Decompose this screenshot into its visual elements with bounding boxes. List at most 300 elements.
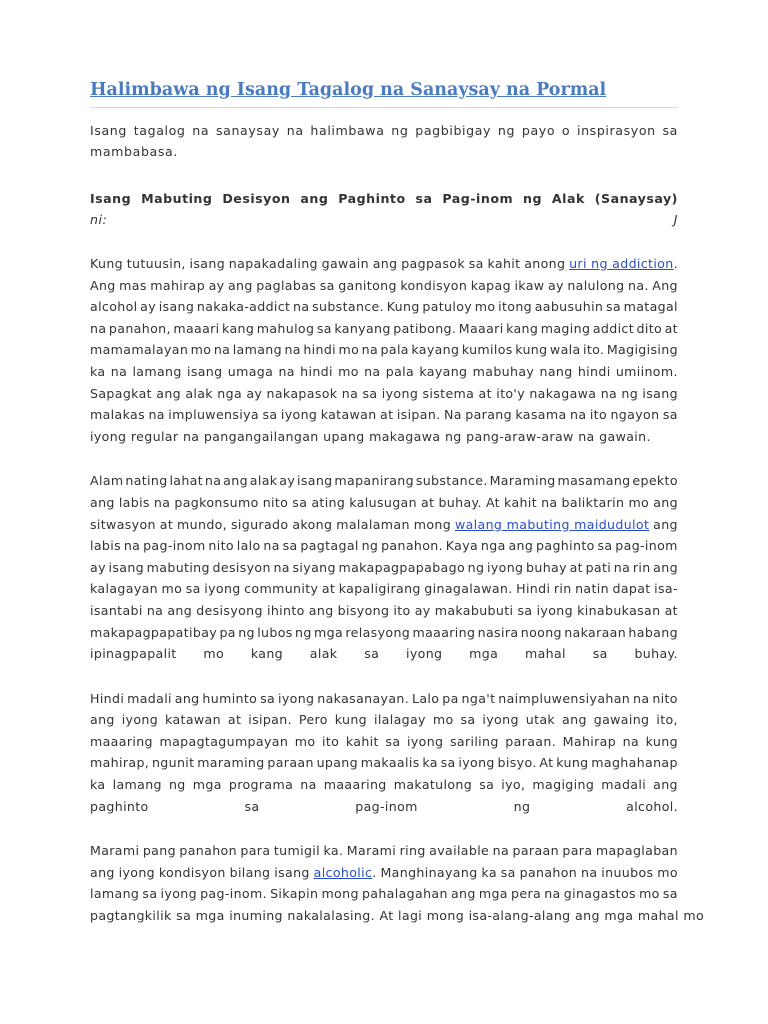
- word: na: [633, 690, 650, 706]
- word: nga: [217, 385, 243, 401]
- text-line: [90, 253, 678, 275]
- word: siyang: [292, 559, 336, 575]
- word: sa: [385, 733, 401, 749]
- text-line: [90, 709, 678, 731]
- word: na: [182, 428, 200, 444]
- essay-title-word: Pag-inom: [442, 191, 514, 206]
- word: ang: [90, 494, 115, 510]
- word: ng: [238, 624, 255, 640]
- word: kondisyon: [158, 864, 226, 880]
- word: pag-inom: [615, 538, 678, 554]
- word: na: [278, 363, 295, 379]
- word: sa: [176, 908, 192, 924]
- word: upang: [316, 755, 358, 771]
- word: isantabi: [90, 602, 143, 618]
- word: sitwasyon: [90, 516, 156, 532]
- word: programa: [228, 777, 294, 793]
- word: kung: [645, 733, 678, 749]
- word: mga: [192, 777, 222, 793]
- word: mapagtagumpayan: [159, 733, 289, 749]
- word: makapagpapatibay: [90, 624, 218, 640]
- word: ito,: [656, 712, 678, 728]
- word: lahat: [169, 473, 204, 489]
- intro-text: Isang tagalog na sanaysay na halimbawa ng pagbibigay ng payo o inspirasyon sa mambabasa.: [90, 123, 678, 159]
- word: iyong: [405, 646, 443, 662]
- word: ang: [653, 494, 678, 510]
- word: isipan.: [248, 712, 292, 728]
- word: mga: [604, 908, 634, 924]
- word: ay: [279, 473, 296, 489]
- word: ang: [653, 516, 678, 532]
- word: pag-inom.: [200, 886, 267, 902]
- text-line: [90, 492, 678, 514]
- word: kasama: [515, 407, 567, 423]
- essay-title-word: Isang: [90, 191, 132, 206]
- word[interactable]: [455, 514, 649, 536]
- word: mahal: [524, 646, 566, 662]
- word: panahon,: [108, 320, 171, 336]
- word: mamamalayan: [90, 342, 189, 358]
- word: na: [213, 342, 231, 358]
- byline: [90, 210, 678, 231]
- word: sa: [605, 299, 621, 315]
- word: mo: [432, 712, 454, 728]
- word: lamang: [90, 886, 140, 902]
- word: isa-alang-alang: [468, 908, 571, 924]
- text-line: [90, 862, 678, 884]
- word: na: [541, 494, 558, 510]
- word: mo: [338, 342, 360, 358]
- word: pati: [585, 559, 612, 575]
- word: ng: [295, 624, 312, 640]
- word: ang: [508, 538, 534, 554]
- word: mahirap: [150, 277, 206, 293]
- word: na: [622, 733, 640, 749]
- word: isang: [108, 559, 145, 575]
- word: Marami: [90, 843, 140, 859]
- byline-author: J: [673, 211, 678, 227]
- document-page: [90, 80, 705, 927]
- text-line: [90, 275, 678, 297]
- word: isang: [274, 864, 310, 880]
- word: at: [421, 494, 435, 510]
- word: ay: [140, 299, 157, 315]
- word: kapaligirang: [338, 581, 421, 597]
- word: sa: [662, 886, 678, 902]
- word: sa: [362, 385, 378, 401]
- word: ring: [399, 843, 426, 859]
- word: ay: [208, 277, 225, 293]
- text-line: [90, 557, 678, 579]
- word: regular: [130, 428, 179, 444]
- word: Kung: [386, 299, 420, 315]
- text-line: [90, 361, 678, 383]
- text-line: [90, 688, 678, 710]
- word: lamang: [132, 363, 182, 379]
- word: iyong: [121, 712, 159, 728]
- word: sa: [500, 864, 516, 880]
- word: paghinto: [536, 538, 595, 554]
- word: panahon: [519, 864, 578, 880]
- word: ngunit: [151, 755, 195, 771]
- word: mahal: [637, 908, 679, 924]
- word: makapagpapabago: [338, 559, 466, 575]
- word: kanyang: [334, 320, 391, 336]
- word: na: [273, 559, 290, 575]
- word: napakadaling: [228, 256, 318, 271]
- word[interactable]: alcoholic.: [313, 864, 377, 880]
- word: para: [240, 843, 271, 859]
- word: nakasanayan.: [317, 690, 410, 706]
- word: na: [110, 363, 128, 379]
- word: ka.: [323, 843, 344, 859]
- word: Kaya: [445, 538, 479, 554]
- word: sa: [440, 755, 456, 771]
- word: sa: [597, 538, 613, 554]
- word: pagtagal: [300, 538, 359, 554]
- word: Magigising: [606, 342, 678, 358]
- word: iyong: [90, 428, 127, 444]
- word: na: [361, 342, 379, 358]
- word: desisyon: [212, 559, 271, 575]
- word: sa: [142, 886, 158, 902]
- word: ng: [621, 385, 639, 401]
- word: ng: [444, 428, 462, 444]
- word: kayang: [411, 342, 460, 358]
- word: kahit: [345, 733, 379, 749]
- word: bisyong: [337, 602, 390, 618]
- word: Maaari: [458, 320, 504, 336]
- word: hindi: [303, 342, 337, 358]
- word: noong: [520, 624, 562, 640]
- word: mabuting: [146, 559, 210, 575]
- word: ang: [90, 864, 115, 880]
- word: natin: [575, 581, 609, 597]
- word: pagpasok: [401, 256, 465, 271]
- word: ang: [562, 712, 587, 728]
- word: ng: [361, 538, 379, 554]
- word: mahulog: [256, 320, 315, 336]
- word: ay: [246, 385, 263, 401]
- text-line: [90, 622, 678, 644]
- word: pahalagahan: [361, 886, 448, 902]
- word: sa: [468, 256, 484, 271]
- essay-title-word: sa: [415, 191, 433, 206]
- word: mapaglaban: [595, 843, 678, 859]
- word: inuming: [229, 908, 283, 924]
- word: available: [429, 843, 490, 859]
- word: ang: [653, 559, 678, 575]
- word: ka: [90, 363, 106, 379]
- word: mundo,: [177, 516, 228, 532]
- word: rin: [553, 581, 572, 597]
- word: kayang: [419, 363, 468, 379]
- inline-link[interactable]: uri ng addiction: [569, 256, 674, 271]
- word: Pero: [298, 712, 328, 728]
- word: inuubos: [601, 864, 654, 880]
- inline-link[interactable]: walang mabuting maidudulot: [454, 516, 650, 532]
- word: para: [562, 843, 593, 859]
- word: iyong: [160, 886, 197, 902]
- word: ay: [547, 277, 564, 293]
- word: ang: [90, 712, 115, 728]
- word: pa: [442, 690, 459, 706]
- word: mo: [203, 646, 225, 662]
- word: na: [293, 299, 310, 315]
- word: Manghinayang: [380, 864, 478, 880]
- word: paglabas: [256, 277, 317, 293]
- word: malalaman: [336, 516, 410, 532]
- word: bisyo.: [497, 755, 537, 771]
- word: kalusugan: [349, 494, 417, 510]
- word: at: [569, 559, 583, 575]
- word: hindi: [300, 363, 333, 379]
- text-line: [90, 643, 678, 665]
- word: iyong: [406, 733, 444, 749]
- word: sa: [479, 777, 495, 793]
- word: panahon.: [381, 538, 443, 554]
- word: wala: [549, 342, 581, 358]
- word: huminto: [202, 690, 258, 706]
- word: isipan.: [396, 407, 441, 423]
- word: mong: [321, 886, 359, 902]
- text-line: [90, 905, 705, 927]
- word: nakalalasing.: [287, 908, 375, 924]
- word: ng: [467, 559, 485, 575]
- word: ito: [393, 602, 411, 618]
- word: dapat: [612, 581, 651, 597]
- word: akong: [292, 516, 333, 532]
- word: ka: [481, 864, 497, 880]
- word: mabuhay: [472, 363, 535, 379]
- text-line: [90, 535, 678, 557]
- word: buhay.: [634, 646, 678, 662]
- word: iyong: [536, 602, 573, 618]
- word: ang: [308, 602, 334, 618]
- word: tutuusin,: [126, 256, 186, 271]
- word: ang: [372, 256, 398, 271]
- inline-link[interactable]: alcoholic: [313, 864, 373, 880]
- word: buhay.: [438, 494, 482, 510]
- word: At: [485, 494, 500, 510]
- word: makabubuti: [434, 602, 514, 618]
- page-title[interactable]: Halimbawa ng Isang Tagalog na Sanaysay na Pormal: [90, 80, 678, 108]
- byline-prefix: ni:: [90, 211, 108, 227]
- word: alak: [185, 385, 213, 401]
- word: na: [544, 886, 561, 902]
- word: na.: [627, 277, 649, 293]
- word: baliktarin: [561, 494, 625, 510]
- word: na: [300, 777, 317, 793]
- word: tumigil: [273, 843, 321, 859]
- word: at: [478, 385, 492, 401]
- word: Alam: [90, 473, 124, 489]
- text-line: [90, 296, 678, 318]
- essay-body: [90, 253, 705, 927]
- word: ipinagpapalit: [90, 646, 177, 662]
- word: mga: [469, 646, 499, 662]
- word: nito: [208, 538, 234, 554]
- word: ang: [653, 777, 678, 793]
- word: pagkonsumo: [174, 494, 259, 510]
- word: mo: [161, 581, 183, 597]
- word: kung: [515, 342, 548, 358]
- word: ka: [90, 777, 106, 793]
- text-line: [90, 383, 678, 405]
- word: relasyong: [345, 624, 411, 640]
- word: paraan: [267, 755, 314, 771]
- word: iyong: [482, 712, 519, 728]
- word: pang: [142, 843, 176, 859]
- word: pag-inom: [143, 538, 206, 554]
- word: na: [263, 538, 280, 554]
- word: kondisyon: [400, 277, 468, 293]
- text-line: [90, 840, 678, 862]
- word: At: [539, 755, 554, 771]
- word: Na: [443, 407, 462, 423]
- word: alak: [309, 646, 338, 662]
- word: ang: [167, 602, 193, 618]
- word: lalo: [236, 538, 261, 554]
- word: ang: [174, 690, 200, 706]
- word: kinabukasan: [577, 602, 661, 618]
- word: iyong: [278, 690, 315, 706]
- word: iyo,: [501, 777, 526, 793]
- word: Hindi: [516, 581, 551, 597]
- word: ganitong: [338, 277, 397, 293]
- word: ngayon: [610, 407, 660, 423]
- word: iyong: [204, 581, 241, 597]
- word: ang: [156, 385, 182, 401]
- word: maaaring: [90, 733, 153, 749]
- word: ang: [223, 473, 248, 489]
- word: ito: [589, 407, 608, 423]
- word: pagtangkilik: [90, 908, 172, 924]
- word: rin: [632, 559, 651, 575]
- paragraph: [90, 688, 678, 818]
- word: sa: [244, 798, 260, 814]
- word: dito: [636, 320, 663, 336]
- word: sa: [292, 494, 308, 510]
- word: sigurado: [231, 516, 289, 532]
- text-line: [90, 883, 678, 905]
- word: upang: [323, 428, 365, 444]
- word: at: [227, 712, 242, 728]
- word: At: [379, 908, 394, 924]
- word: kang: [222, 320, 255, 336]
- word: ang: [227, 277, 253, 293]
- word: masamang: [557, 473, 631, 489]
- word: pa: [219, 624, 236, 640]
- word: katawan: [320, 407, 377, 423]
- word: ka: [422, 755, 438, 771]
- word: mong: [413, 516, 452, 532]
- word: maghahanap: [591, 755, 678, 771]
- word: community: [244, 581, 319, 597]
- word: sa: [185, 581, 201, 597]
- text-line: [90, 731, 678, 753]
- word: sa: [262, 407, 278, 423]
- word: paraan.: [505, 733, 557, 749]
- word: isang: [158, 299, 195, 315]
- word: na: [148, 407, 165, 423]
- word: sa: [316, 320, 332, 336]
- word: magiging: [532, 777, 595, 793]
- word: sa: [662, 407, 678, 423]
- word: madali: [601, 777, 647, 793]
- word: lamang: [232, 342, 282, 358]
- word: matagal: [623, 299, 678, 315]
- word: na: [364, 363, 381, 379]
- word: sa: [282, 538, 298, 554]
- word: at: [380, 407, 394, 423]
- word: utak: [525, 712, 556, 728]
- word: makatulong: [393, 777, 473, 793]
- word: Sapagkat: [90, 385, 152, 401]
- word: substance.: [312, 299, 385, 315]
- word: na: [341, 385, 359, 401]
- word: maaaring: [323, 777, 387, 793]
- word: labis: [90, 538, 122, 554]
- word: Mahirap: [562, 733, 617, 749]
- word: naimpluwensiyahan: [498, 690, 631, 706]
- word: labis: [118, 494, 150, 510]
- word: nito: [652, 690, 678, 706]
- word: umaga: [227, 363, 274, 379]
- word: pang-araw-araw: [466, 428, 574, 444]
- word: hindi: [577, 363, 611, 379]
- word: sariling: [449, 733, 499, 749]
- word: sistema: [422, 385, 475, 401]
- word: panahon: [179, 843, 237, 859]
- word: Maraming: [489, 473, 556, 489]
- word: buhay: [526, 559, 567, 575]
- essay-title-word: Alak: [551, 191, 585, 206]
- word: mas: [119, 277, 147, 293]
- word: kalagayan: [90, 581, 159, 597]
- word: mga: [314, 624, 344, 640]
- word: kapag: [470, 277, 511, 293]
- word: paghinto: [90, 798, 149, 814]
- word: sa: [364, 646, 380, 662]
- word: gawain: [321, 256, 369, 271]
- word: mo: [474, 299, 496, 315]
- text-line: [90, 426, 678, 448]
- word: na: [492, 843, 510, 859]
- word: kang: [506, 320, 539, 336]
- word: pala: [385, 363, 415, 379]
- word: patuloy: [422, 299, 473, 315]
- text-line: [90, 470, 678, 492]
- word: mo: [639, 886, 660, 902]
- essay-title-word: (Sanaysay): [594, 191, 678, 206]
- essay-title-word: Desisyon: [222, 191, 291, 206]
- text-line: [90, 404, 678, 426]
- word: patibong.: [393, 320, 457, 336]
- word: Lalo: [412, 690, 440, 706]
- word: na: [123, 538, 141, 554]
- word: ikaw: [514, 277, 545, 293]
- text-line: [90, 752, 678, 774]
- word: epekto: [632, 473, 678, 489]
- word: mo: [294, 733, 316, 749]
- word: iyong: [458, 755, 495, 771]
- word: sa: [460, 712, 476, 728]
- word[interactable]: uri ng addiction.: [569, 256, 678, 271]
- word: kang: [250, 646, 284, 662]
- word: at: [664, 602, 678, 618]
- word: maaaring: [412, 624, 476, 640]
